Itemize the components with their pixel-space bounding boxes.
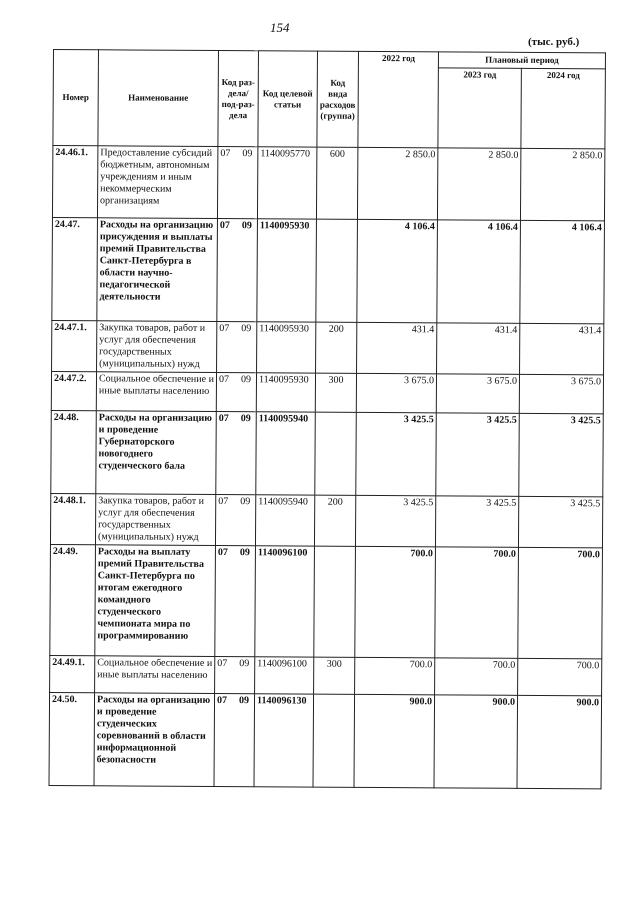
header-2024: 2024 год — [521, 68, 605, 149]
row-name: Расходы на выплату премий Правительства Санкт-Петербурга по итогам ежегодного командного студенческого чемпионата мира по программированию — [95, 545, 216, 657]
row-number: 24.49.1. — [50, 655, 95, 692]
row-2023: 2 850.0 — [437, 148, 520, 221]
row-number: 24.47.1. — [52, 320, 97, 371]
header-name: Наименование — [98, 50, 219, 147]
row-2023: 3 425.5 — [436, 413, 520, 497]
row-csr: 1140095770 — [257, 147, 316, 219]
row-name: Закупка товаров, работ и услуг для обеспечения государственных (муниципальных) нужд — [95, 494, 215, 546]
podrazdel-code: 09 — [240, 496, 251, 508]
razdel-code: 07 — [217, 658, 228, 670]
header-2023: 2023 год — [438, 68, 521, 149]
row-2024: 700.0 — [518, 547, 603, 659]
razdel-code: 07 — [216, 695, 228, 707]
row-vr: 200 — [314, 495, 355, 546]
podrazdel-code: 09 — [238, 695, 250, 707]
header-razdel: Код раз-дела/ под-раз-дела — [218, 51, 259, 147]
razdel-code: 07 — [219, 323, 230, 335]
row-2023: 3 425.5 — [435, 496, 518, 548]
podrazdel-code: 09 — [241, 323, 252, 335]
row-vr: 300 — [314, 657, 355, 694]
row-razdel — [215, 495, 255, 546]
row-csr: 1140095940 — [255, 495, 314, 546]
row-2024: 3 425.5 — [519, 413, 604, 497]
podrazdel-code: 09 — [240, 413, 251, 425]
header-2022: 2022 год — [358, 51, 439, 147]
row-2022: 700.0 — [355, 546, 436, 657]
row-number: 24.50. — [49, 692, 95, 785]
table-row — [50, 655, 602, 695]
row-2022: 3 675.0 — [356, 373, 436, 412]
row-number: 24.49. — [50, 544, 96, 655]
row-2024: 4 106.4 — [520, 220, 605, 324]
podrazdel-code: 09 — [240, 374, 252, 386]
row-name: Расходы на организацию и проведение Губернаторского новогоднего студенческого бала — [96, 411, 217, 495]
razdel-code: 07 — [219, 220, 230, 232]
row-2024: 900.0 — [517, 695, 602, 789]
row-2023: 900.0 — [434, 695, 518, 789]
row-number: 24.46.1. — [52, 146, 97, 218]
row-2022: 700.0 — [355, 657, 435, 694]
row-razdel — [216, 373, 256, 412]
row-razdel — [215, 656, 255, 693]
row-name: Расходы на организацию присуждения и выплаты премий Правительства Санкт-Петербурга в области научно-педагогической деятельности — [97, 218, 218, 322]
row-2024: 3 675.0 — [519, 374, 603, 414]
row-name: Предоставление субсидий бюджетным, автономным учреждениям и иным некоммерческим организациям — [97, 146, 217, 219]
row-vr — [314, 546, 356, 657]
razdel-code: 07 — [218, 496, 229, 508]
row-2023: 3 675.0 — [436, 374, 519, 414]
unit-note: (тыс. руб.) — [528, 36, 580, 48]
row-vr: 200 — [316, 322, 357, 373]
row-csr: 1140095930 — [256, 373, 315, 412]
row-2022: 2 850.0 — [357, 147, 437, 219]
razdel-code: 07 — [217, 547, 228, 559]
row-csr: 1140096100 — [255, 657, 314, 694]
row-razdel — [214, 693, 255, 786]
row-vr — [316, 219, 358, 322]
header-number: Номер — [53, 50, 99, 146]
header-plan-period: Плановый период — [438, 52, 605, 69]
row-2024: 700.0 — [518, 658, 602, 696]
table-row — [51, 410, 603, 496]
row-vr: 300 — [315, 373, 356, 412]
row-2024: 3 425.5 — [518, 496, 602, 548]
table-row — [50, 493, 602, 547]
podrazdel-code: 09 — [239, 547, 250, 559]
razdel-code: 07 — [218, 374, 230, 386]
row-2022: 900.0 — [354, 694, 435, 787]
header-vr: Код вида расходов (группа) — [317, 51, 359, 147]
row-2023: 431.4 — [437, 323, 520, 375]
row-name: Закупка товаров, работ и услуг для обеспечения государственных (муниципальных) нужд — [97, 321, 217, 373]
row-number: 24.47. — [52, 217, 98, 320]
row-csr: 1140095940 — [256, 412, 316, 495]
row-razdel — [217, 322, 257, 373]
row-2023: 700.0 — [435, 658, 518, 696]
row-vr: 600 — [316, 147, 357, 219]
table-row — [52, 320, 604, 374]
row-csr: 1140095930 — [257, 219, 317, 322]
podrazdel-code: 09 — [242, 148, 253, 160]
row-2022: 3 425.5 — [356, 412, 437, 495]
table-row — [52, 146, 604, 221]
table-row — [49, 692, 602, 788]
row-number: 24.48.1. — [50, 493, 95, 544]
row-razdel — [217, 219, 258, 322]
row-2023: 700.0 — [435, 547, 519, 659]
row-2024: 431.4 — [520, 323, 604, 375]
row-csr: 1140096100 — [255, 546, 315, 657]
row-2022: 3 425.5 — [355, 495, 435, 546]
page-number: 154 — [270, 20, 290, 35]
row-razdel — [217, 147, 257, 219]
row-2024: 2 850.0 — [520, 148, 604, 221]
row-csr: 1140095930 — [257, 322, 316, 373]
table-row — [52, 217, 605, 323]
podrazdel-code: 09 — [241, 220, 252, 232]
razdel-code: 07 — [220, 148, 231, 160]
row-number: 24.48. — [51, 410, 97, 493]
table-row — [50, 544, 603, 658]
row-name: Расходы на организацию и проведение студенческих соревнований в области информационной безопасности — [94, 693, 215, 787]
podrazdel-code: 09 — [239, 658, 250, 670]
row-vr — [313, 694, 355, 787]
row-name: Социальное обеспечение и иные выплаты населению — [95, 656, 215, 694]
row-razdel — [216, 412, 257, 495]
row-2022: 431.4 — [357, 322, 437, 373]
budget-table — [48, 49, 605, 789]
table-row — [51, 371, 603, 413]
row-csr: 1140096130 — [254, 694, 314, 787]
header-csr: Код целевой статьи — [258, 51, 318, 147]
row-number: 24.47.2. — [51, 371, 96, 410]
row-vr — [315, 412, 357, 495]
row-2022: 4 106.4 — [357, 219, 438, 322]
row-razdel — [215, 546, 256, 657]
row-2023: 4 106.4 — [437, 220, 521, 324]
row-name: Социальное обеспечение и иные выплаты населению — [96, 372, 216, 412]
razdel-code: 07 — [218, 413, 229, 425]
